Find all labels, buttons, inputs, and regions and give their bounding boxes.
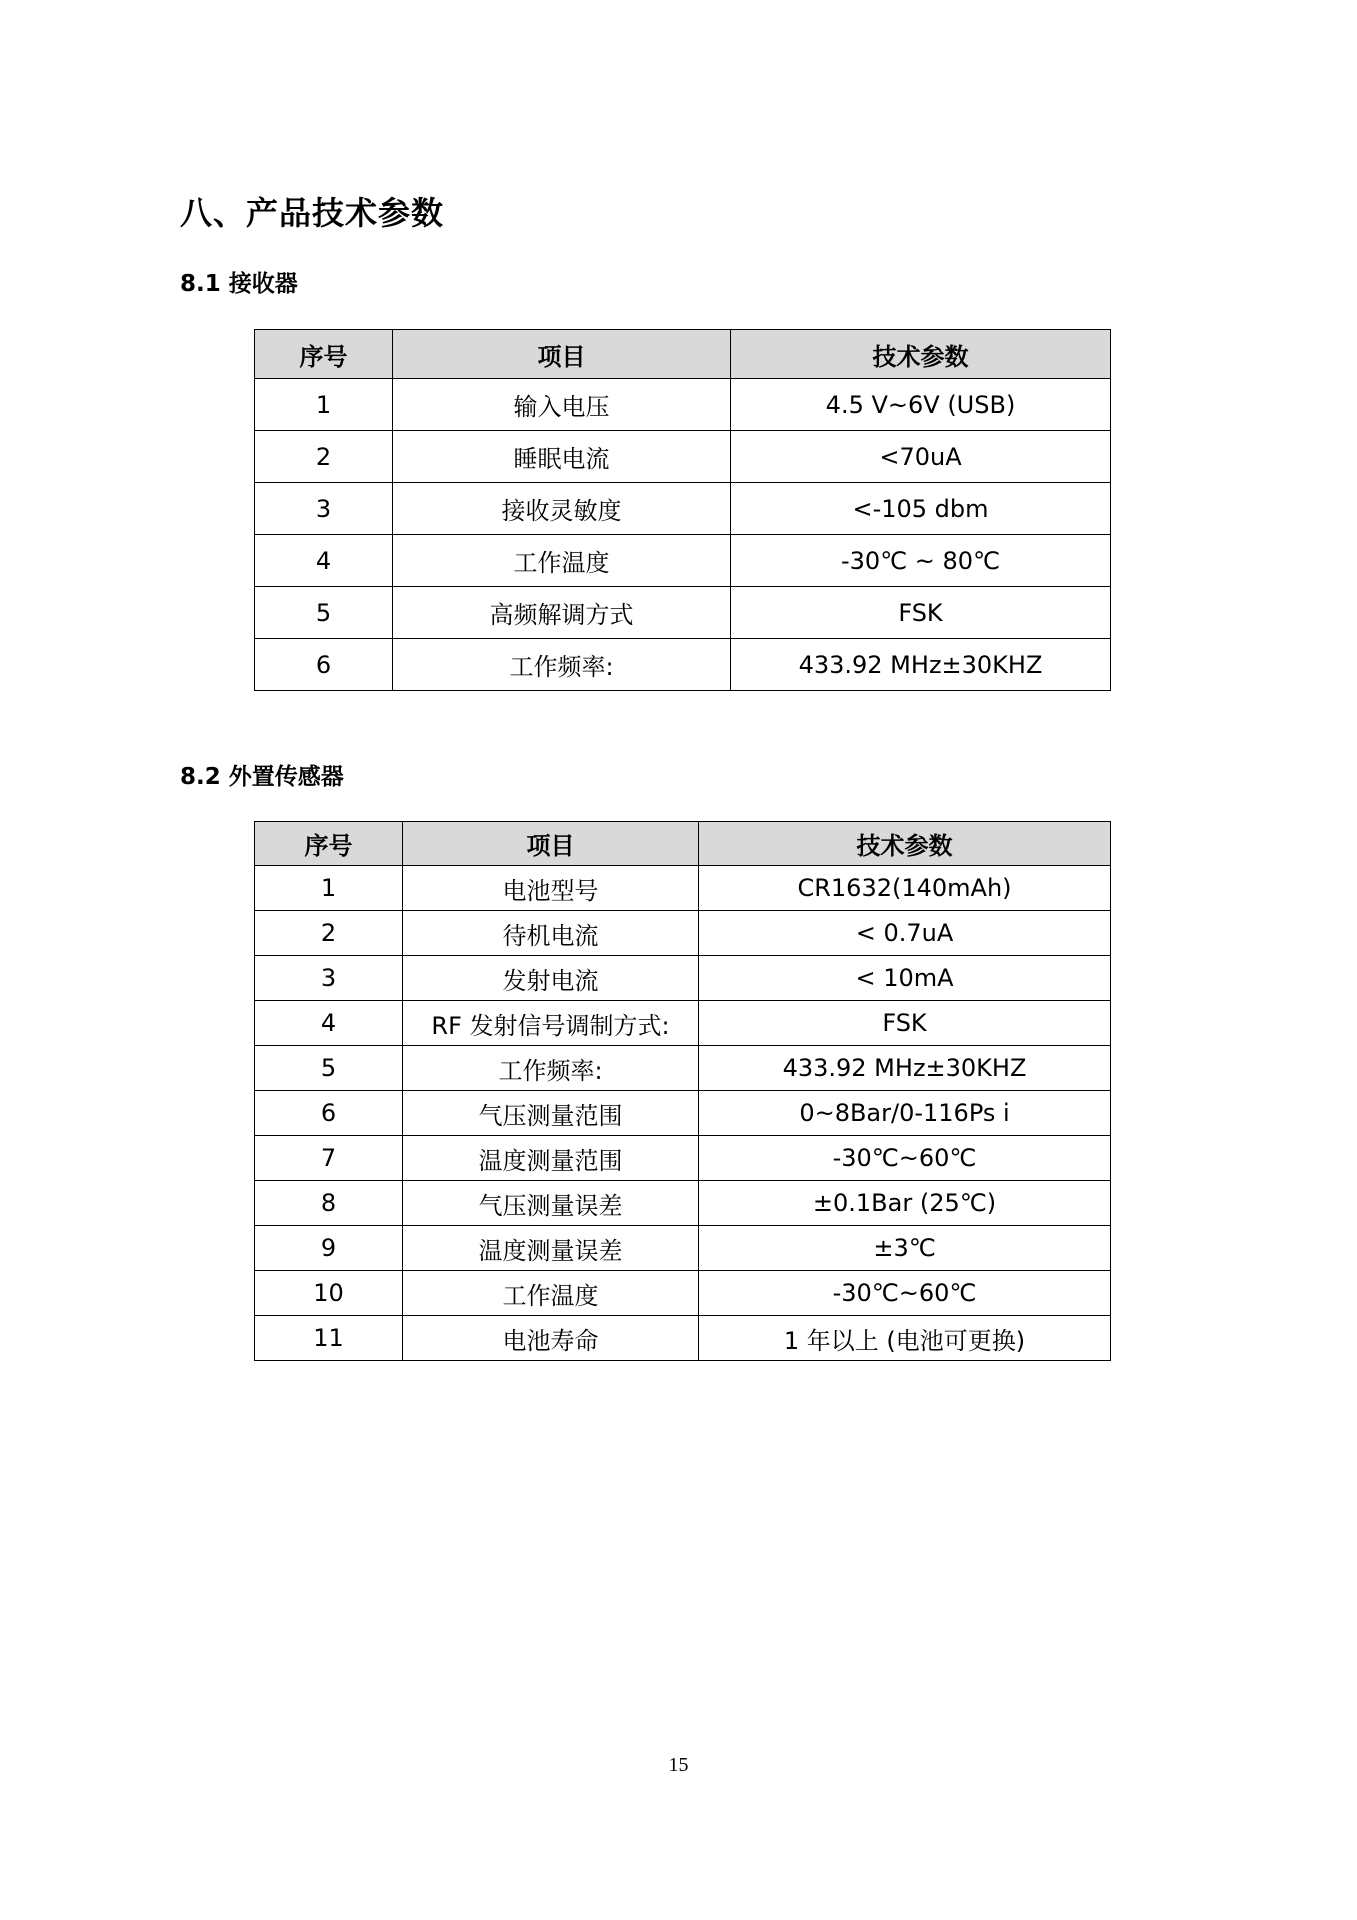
- receiver-spec-table: [254, 329, 1111, 691]
- cell-spec: 4.5 V~6V (USB): [731, 379, 1111, 431]
- cell-item: 睡眠电流: [393, 431, 731, 483]
- table-row: [255, 1316, 1111, 1361]
- cell-spec: -30℃ ~ 80℃: [731, 535, 1111, 587]
- cell-index: 1: [255, 866, 403, 911]
- cell-spec: 1 年以上 (电池可更换): [699, 1316, 1111, 1361]
- cell-index: 10: [255, 1271, 403, 1316]
- cell-item: 工作温度: [403, 1271, 699, 1316]
- table-row: [255, 535, 1111, 587]
- cell-spec: FSK: [731, 587, 1111, 639]
- section-heading-receiver: 8.1 接收器: [180, 271, 298, 297]
- cell-spec: < 10mA: [699, 956, 1111, 1001]
- table-row: [255, 639, 1111, 691]
- cell-spec: <-105 dbm: [731, 483, 1111, 535]
- cell-spec: FSK: [699, 1001, 1111, 1046]
- cell-item: RF 发射信号调制方式:: [403, 1001, 699, 1046]
- cell-index: 5: [255, 587, 393, 639]
- cell-item: 接收灵敏度: [393, 483, 731, 535]
- cell-index: 6: [255, 1091, 403, 1136]
- table-row: [255, 911, 1111, 956]
- table-header-row: [255, 330, 1111, 379]
- cell-item: 输入电压: [393, 379, 731, 431]
- table-row: [255, 1046, 1111, 1091]
- table-row: [255, 866, 1111, 911]
- column-header-index: 序号: [255, 330, 393, 379]
- cell-index: 8: [255, 1181, 403, 1226]
- table-row: [255, 1226, 1111, 1271]
- cell-item: 电池寿命: [403, 1316, 699, 1361]
- cell-item: 工作频率:: [393, 639, 731, 691]
- cell-spec: CR1632(140mAh): [699, 866, 1111, 911]
- table-row: [255, 587, 1111, 639]
- cell-item: 高频解调方式: [393, 587, 731, 639]
- cell-item: 电池型号: [403, 866, 699, 911]
- cell-index: 4: [255, 535, 393, 587]
- table-row: [255, 431, 1111, 483]
- cell-index: 6: [255, 639, 393, 691]
- cell-item: 温度测量误差: [403, 1226, 699, 1271]
- table-row: [255, 1001, 1111, 1046]
- cell-index: 9: [255, 1226, 403, 1271]
- table-row: [255, 1271, 1111, 1316]
- column-header-item: 项目: [403, 822, 699, 866]
- cell-spec: ±0.1Bar (25℃): [699, 1181, 1111, 1226]
- cell-item: 工作温度: [393, 535, 731, 587]
- section-heading-external-sensor: 8.2 外置传感器: [180, 764, 344, 790]
- cell-index: 5: [255, 1046, 403, 1091]
- table-row: [255, 1181, 1111, 1226]
- column-header-item: 项目: [393, 330, 731, 379]
- table-row: [255, 379, 1111, 431]
- cell-item: 发射电流: [403, 956, 699, 1001]
- cell-index: 2: [255, 431, 393, 483]
- cell-item: 温度测量范围: [403, 1136, 699, 1181]
- table-row: [255, 1091, 1111, 1136]
- cell-item: 工作频率:: [403, 1046, 699, 1091]
- table-row: [255, 956, 1111, 1001]
- cell-spec: -30℃~60℃: [699, 1271, 1111, 1316]
- cell-spec: <70uA: [731, 431, 1111, 483]
- page-title: 八、产品技术参数: [180, 194, 445, 232]
- cell-index: 3: [255, 956, 403, 1001]
- cell-spec: < 0.7uA: [699, 911, 1111, 956]
- external-sensor-spec-table: [254, 821, 1111, 1361]
- table-row: [255, 483, 1111, 535]
- cell-spec: 433.92 MHz±30KHZ: [731, 639, 1111, 691]
- page-number: 15: [668, 1754, 689, 1776]
- cell-index: 7: [255, 1136, 403, 1181]
- column-header-spec: 技术参数: [699, 822, 1111, 866]
- cell-item: 气压测量范围: [403, 1091, 699, 1136]
- cell-index: 1: [255, 379, 393, 431]
- cell-index: 11: [255, 1316, 403, 1361]
- cell-index: 4: [255, 1001, 403, 1046]
- cell-spec: 0~8Bar/0-116Ps i: [699, 1091, 1111, 1136]
- cell-spec: -30℃~60℃: [699, 1136, 1111, 1181]
- cell-index: 2: [255, 911, 403, 956]
- table-row: [255, 1136, 1111, 1181]
- column-header-spec: 技术参数: [731, 330, 1111, 379]
- cell-spec: 433.92 MHz±30KHZ: [699, 1046, 1111, 1091]
- table-header-row: [255, 822, 1111, 866]
- cell-item: 待机电流: [403, 911, 699, 956]
- column-header-index: 序号: [255, 822, 403, 866]
- cell-index: 3: [255, 483, 393, 535]
- cell-item: 气压测量误差: [403, 1181, 699, 1226]
- cell-spec: ±3℃: [699, 1226, 1111, 1271]
